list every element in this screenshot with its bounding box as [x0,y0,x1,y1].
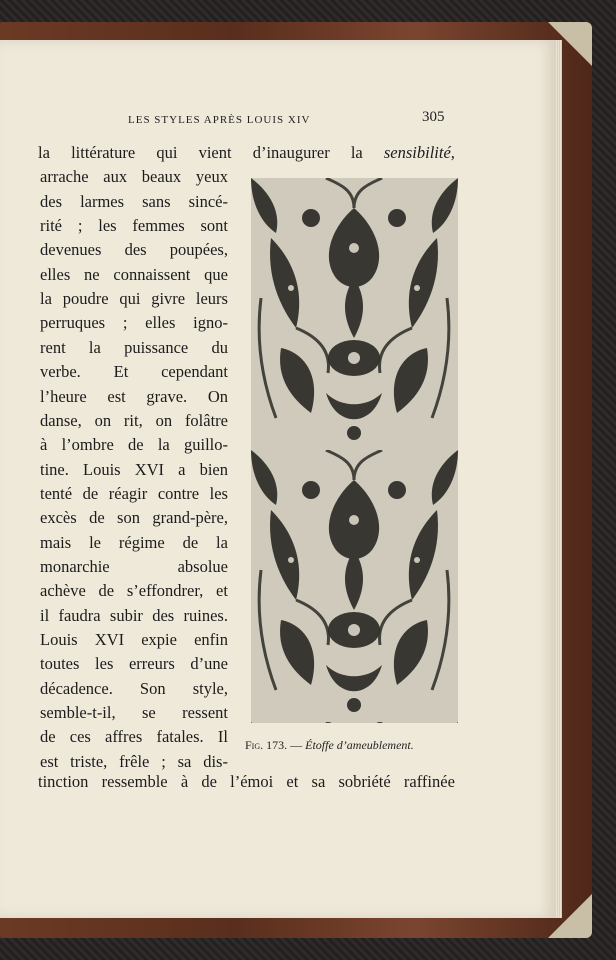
text-line: rent la puissance du [40,337,228,357]
text-line: monarchie absolue [40,556,228,576]
text-line: Louis XVI expie enfin [40,630,228,649]
text-line: excès de son grand-père, [40,508,228,528]
text-line: l’heure est grave. On [40,386,228,406]
text-line: tinction ressemble à de l’émoi et sa sobriété raffinée [38,772,455,791]
text-line: tine. Louis XVI a bien [40,459,228,479]
running-head: LES STYLES APRÈS LOUIS XIV [128,114,311,126]
text-line: il faudra subir des ruines. [40,605,228,625]
figure-title: Étoffe d’ameublement. [305,738,414,752]
text-line: rité ; les femmes sont [40,216,228,236]
text-line: des larmes sans sincé- [40,191,228,211]
text-line: décadence. Son style, [40,678,228,698]
figure-label: Fig. 173. — [245,738,303,752]
damask-pattern [251,178,458,723]
text-line: danse, on rit, on folâtre [40,410,228,430]
figure-caption [245,738,475,753]
text-line: semble-t-il, se ressent [40,703,228,723]
text-line: est triste, frêle ; sa dis- [40,751,228,771]
text-line: devenues des poupées, [40,240,228,260]
text-line: verbe. Et cependant [40,362,228,382]
text-line: de ces affres fatales. Il [40,727,228,747]
text-line: tenté de réagir contre les [40,483,228,503]
page-number: 305 [422,109,445,125]
text-line: la poudre qui givre leurs [40,289,228,309]
emphasis-word: sensibilité, [383,143,455,162]
text-line: à l’ombre de la guillo- [40,435,228,455]
text-line: achève de s’effondrer, et [40,581,228,601]
text-line: la littérature qui vient d’inaugurer la sensibilité, [38,143,455,162]
text-line: mais le régime de la [40,532,228,552]
text-line: perruques ; elles igno- [40,313,228,333]
figure-fabric-illustration [251,178,458,723]
text-line: elles ne connaissent que [40,264,228,284]
text-line: arrache aux beaux yeux [40,167,228,187]
text-line: toutes les erreurs d’une [40,654,228,674]
